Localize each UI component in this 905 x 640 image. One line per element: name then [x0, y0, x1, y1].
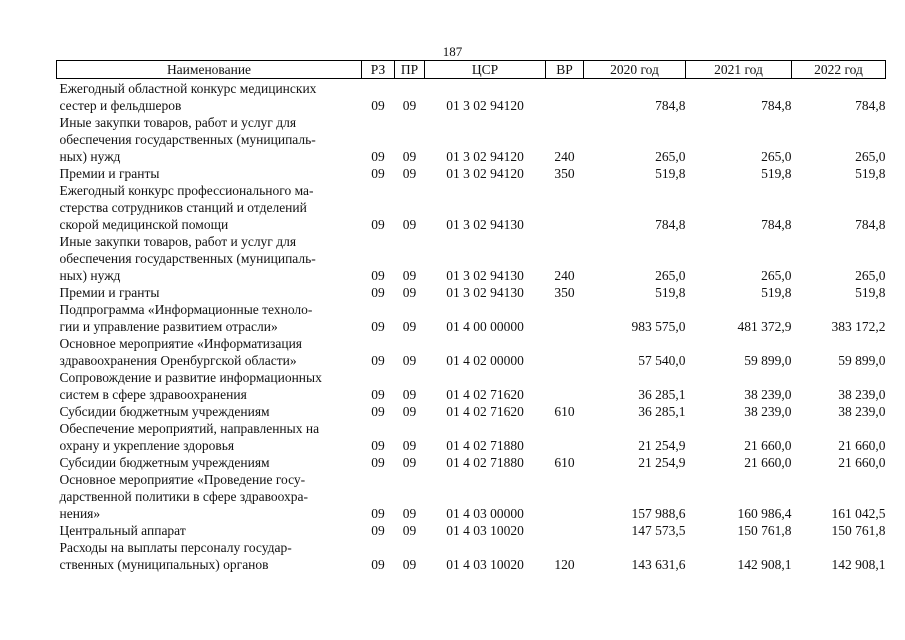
cell-pr: 09 [402, 387, 417, 402]
cell-csr: 01 3 02 94120 [446, 149, 524, 164]
cell-csr: 01 4 02 71620 [446, 404, 524, 419]
cell-pr: 09 [402, 166, 417, 181]
cell-name [57, 182, 362, 233]
cell-2021: 481 372,9 [737, 319, 792, 334]
cell-pr: 09 [402, 149, 417, 164]
cell-2020: 265,0 [655, 268, 686, 283]
cell-csr: 01 4 03 10020 [446, 523, 524, 538]
name-line: Основное мероприятие «Информатизация [59, 336, 302, 351]
table-row [57, 284, 886, 301]
cell-rz: 09 [371, 98, 385, 113]
cell-2022: 150 761,8 [831, 523, 886, 538]
table-row [57, 539, 886, 573]
cell-2020: 57 540,0 [638, 353, 686, 368]
cell-pr: 09 [402, 506, 417, 521]
cell-2021: 38 239,0 [744, 387, 792, 402]
cell-vr: 350 [554, 166, 575, 181]
name-line: систем в сфере здравоохранения [59, 387, 247, 402]
table-row [57, 335, 886, 369]
cell-2020: 143 631,6 [631, 557, 686, 572]
name-line: стерства сотрудников станций и отделений [59, 200, 307, 215]
cell-rz: 09 [371, 506, 385, 521]
cell-2021: 784,8 [761, 98, 792, 113]
name-line: Обеспечение мероприятий, направленных на [59, 421, 320, 436]
cell-vr [546, 182, 584, 233]
name-line: Субсидии бюджетным учреждениям [59, 455, 270, 470]
cell-name [57, 301, 362, 335]
cell-2020: 21 254,9 [638, 455, 686, 470]
cell-2021: 59 899,0 [744, 353, 792, 368]
name-line: Ежегодный областной конкурс медицинских [59, 81, 317, 96]
header-pr: ПР [395, 61, 425, 79]
header-csr: ЦСР [425, 61, 546, 79]
cell-vr: 610 [554, 455, 575, 470]
cell-2020: 519,8 [655, 166, 686, 181]
name-line: Премии и гранты [59, 166, 160, 181]
name-line: обеспечения государственных (муниципаль- [59, 251, 316, 266]
cell-vr [546, 301, 584, 335]
header-2020: 2020 год [584, 61, 686, 79]
table-row [57, 182, 886, 233]
table-row [57, 471, 886, 522]
name-line: Премии и гранты [59, 285, 160, 300]
cell-vr: 610 [554, 404, 575, 419]
cell-vr: 350 [554, 285, 575, 300]
name-line: сестер и фельдшеров [59, 98, 182, 113]
name-line: Субсидии бюджетным учреждениям [59, 404, 270, 419]
cell-2020: 784,8 [655, 98, 686, 113]
cell-vr [546, 471, 584, 522]
cell-rz: 09 [371, 404, 385, 419]
cell-csr: 01 4 02 71620 [446, 387, 524, 402]
cell-rz: 09 [371, 149, 385, 164]
cell-csr: 01 4 02 71880 [446, 438, 524, 453]
cell-rz: 09 [371, 285, 385, 300]
cell-name [57, 284, 362, 301]
cell-2021: 265,0 [761, 268, 792, 283]
cell-pr: 09 [402, 523, 417, 538]
cell-pr: 09 [402, 353, 417, 368]
cell-rz: 09 [371, 166, 385, 181]
cell-2021: 265,0 [761, 149, 792, 164]
cell-2022: 519,8 [855, 285, 886, 300]
cell-2022: 784,8 [855, 217, 886, 232]
name-line: дарственной политики в сфере здравоохра- [59, 489, 309, 504]
cell-rz: 09 [371, 217, 385, 232]
cell-2022: 161 042,5 [831, 506, 886, 521]
cell-name [57, 454, 362, 471]
cell-2022: 383 172,2 [831, 319, 886, 334]
cell-2020: 157 988,6 [631, 506, 686, 521]
cell-rz: 09 [371, 353, 385, 368]
cell-name [57, 79, 362, 115]
cell-vr: 240 [554, 149, 575, 164]
cell-csr: 01 3 02 94120 [446, 98, 524, 113]
cell-2021: 150 761,8 [737, 523, 792, 538]
table-header-row [57, 61, 886, 79]
cell-rz: 09 [371, 319, 385, 334]
table-row [57, 301, 886, 335]
cell-2020: 519,8 [655, 285, 686, 300]
table-row [57, 522, 886, 539]
cell-name [57, 403, 362, 420]
cell-name [57, 539, 362, 573]
cell-vr [546, 79, 584, 115]
cell-name [57, 335, 362, 369]
cell-rz: 09 [371, 268, 385, 283]
cell-csr: 01 4 00 00000 [446, 319, 524, 334]
header-2021: 2021 год [686, 61, 792, 79]
cell-pr: 09 [402, 455, 417, 470]
cell-vr [546, 522, 584, 539]
cell-csr: 01 3 02 94130 [446, 217, 524, 232]
cell-2020: 21 254,9 [638, 438, 686, 453]
cell-2020: 36 285,1 [638, 387, 686, 402]
cell-pr: 09 [402, 217, 417, 232]
table-row [57, 79, 886, 115]
cell-2020: 147 573,5 [631, 523, 686, 538]
name-line: Иные закупки товаров, работ и услуг для [59, 234, 297, 249]
name-line: нения» [59, 506, 101, 521]
name-line: ных) нужд [59, 149, 121, 164]
cell-name [57, 420, 362, 454]
name-line: Ежегодный конкурс профессионального ма- [59, 183, 314, 198]
cell-2022: 265,0 [855, 268, 886, 283]
cell-name [57, 233, 362, 284]
cell-2022: 784,8 [855, 98, 886, 113]
table-body [57, 79, 886, 574]
cell-2022: 38 239,0 [838, 387, 886, 402]
cell-2021: 142 908,1 [737, 557, 792, 572]
table-row [57, 114, 886, 165]
cell-2020: 983 575,0 [631, 319, 686, 334]
cell-2020: 36 285,1 [638, 404, 686, 419]
header-2022: 2022 год [792, 61, 886, 79]
cell-name [57, 471, 362, 522]
name-line: Основное мероприятие «Проведение госу- [59, 472, 306, 487]
cell-name [57, 165, 362, 182]
cell-2022: 59 899,0 [838, 353, 886, 368]
cell-rz: 09 [371, 557, 385, 572]
cell-csr: 01 4 02 71880 [446, 455, 524, 470]
cell-csr: 01 4 03 00000 [446, 506, 524, 521]
table-row [57, 420, 886, 454]
name-line: ных) нужд [59, 268, 121, 283]
cell-pr: 09 [402, 98, 417, 113]
cell-pr: 09 [402, 557, 417, 572]
cell-2021: 160 986,4 [737, 506, 792, 521]
name-line: Сопровождение и развитие информационных [59, 370, 322, 385]
cell-2022: 38 239,0 [838, 404, 886, 419]
cell-vr: 120 [554, 557, 575, 572]
cell-2021: 519,8 [761, 166, 792, 181]
cell-2022: 21 660,0 [838, 438, 886, 453]
name-line: Расходы на выплаты персоналу государ- [59, 540, 292, 555]
cell-vr [546, 335, 584, 369]
cell-name [57, 522, 362, 539]
name-line: Центральный аппарат [59, 523, 186, 538]
cell-csr: 01 4 03 10020 [446, 557, 524, 572]
cell-name [57, 369, 362, 403]
cell-2022: 142 908,1 [831, 557, 886, 572]
name-line: ственных (муниципальных) органов [59, 557, 269, 572]
cell-rz: 09 [371, 523, 385, 538]
cell-2020: 784,8 [655, 217, 686, 232]
cell-pr: 09 [402, 404, 417, 419]
cell-2020: 265,0 [655, 149, 686, 164]
table-row [57, 369, 886, 403]
header-name: Наименование [57, 61, 362, 79]
cell-csr: 01 4 02 00000 [446, 353, 524, 368]
table-row [57, 233, 886, 284]
cell-pr: 09 [402, 285, 417, 300]
cell-2021: 38 239,0 [744, 404, 792, 419]
table-row [57, 403, 886, 420]
header-vr: ВР [546, 61, 584, 79]
name-line: Подпрограмма «Информационные техноло- [59, 302, 313, 317]
cell-name [57, 114, 362, 165]
cell-2021: 519,8 [761, 285, 792, 300]
cell-csr: 01 3 02 94120 [446, 166, 524, 181]
cell-pr: 09 [402, 438, 417, 453]
cell-rz: 09 [371, 387, 385, 402]
budget-table [56, 60, 886, 573]
table-row [57, 165, 886, 182]
cell-vr: 240 [554, 268, 575, 283]
name-line: Иные закупки товаров, работ и услуг для [59, 115, 297, 130]
cell-2022: 519,8 [855, 166, 886, 181]
cell-csr: 01 3 02 94130 [446, 285, 524, 300]
cell-vr [546, 369, 584, 403]
cell-pr: 09 [402, 268, 417, 283]
cell-pr: 09 [402, 319, 417, 334]
cell-2021: 21 660,0 [744, 455, 792, 470]
page-number: 187 [442, 44, 463, 59]
cell-2022: 265,0 [855, 149, 886, 164]
name-line: охрану и укрепление здоровья [59, 438, 235, 453]
name-line: обеспечения государственных (муниципаль- [59, 132, 316, 147]
cell-2021: 21 660,0 [744, 438, 792, 453]
cell-vr [546, 420, 584, 454]
cell-rz: 09 [371, 438, 385, 453]
cell-2021: 784,8 [761, 217, 792, 232]
cell-csr: 01 3 02 94130 [446, 268, 524, 283]
name-line: скорой медицинской помощи [59, 217, 229, 232]
name-line: гии и управление развитием отрасли» [59, 319, 278, 334]
table-row [57, 454, 886, 471]
cell-rz: 09 [371, 455, 385, 470]
header-rz: РЗ [362, 61, 395, 79]
name-line: здравоохранения Оренбургской области» [59, 353, 297, 368]
cell-2022: 21 660,0 [838, 455, 886, 470]
